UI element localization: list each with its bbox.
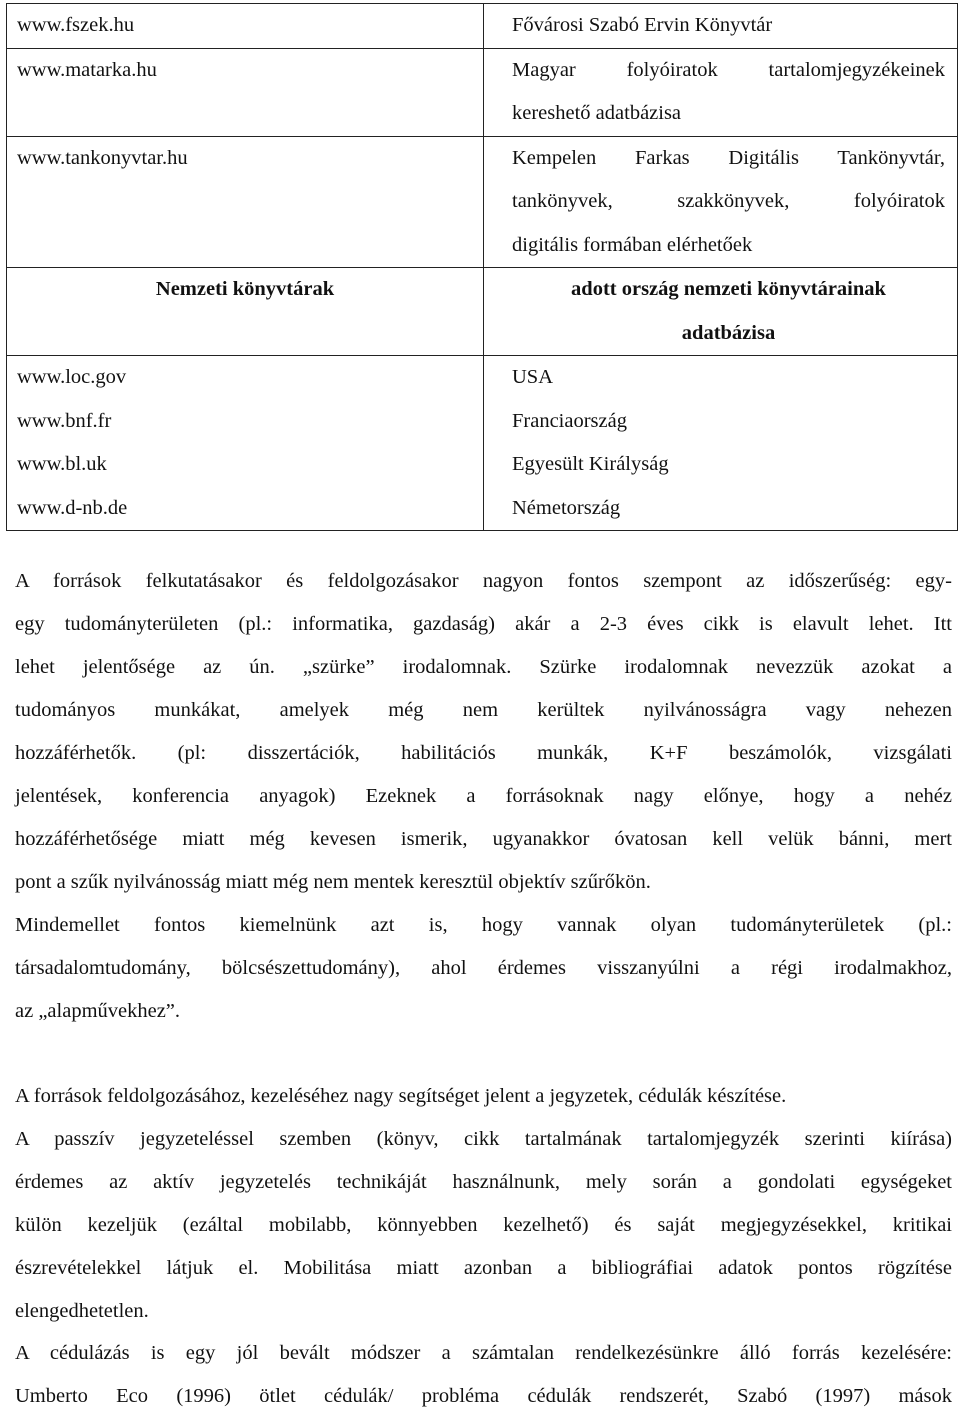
link-matarka[interactable]: www.matarka.hu — [7, 48, 484, 136]
library-links-table — [6, 3, 958, 531]
paragraph-active-notes: A passzív jegyzeteléssel szemben (könyv, cikk tartalmának tartalomjegyzék szerinti kiírása) érdemes az aktív jegyzetelés technikáját használnunk, mely során a gondolati egységeket külön kezeljük (ezáltal mobilabb, könnyebben kezelhető) és saját megjegyzésekkel, kritikai észrevételekkel látjuk el. Mobilitása miatt azonban a bibliográfiai adatok pontos rögzítése elengedhetetlen. — [15, 1128, 952, 1322]
section-heading-description: adott ország nemzeti könyvtárainak adatbázisa — [484, 268, 958, 356]
section-heading-national-libraries: Nemzeti könyvtárak — [7, 268, 484, 356]
paragraph-card-system: A cédulázás is egy jól bevált módszer a számtalan rendelkezésünkre álló forrás kezelésére: Umberto Eco (1996) ötlet cédulák/ probléma cédulák rendszerét, Szabó (1997) mások — [15, 1342, 952, 1407]
library-description: Magyar folyóiratok tartalomjegyzékeinek kereshető adatbázisa — [484, 48, 958, 136]
table-row — [7, 136, 958, 268]
table-row — [7, 268, 958, 356]
library-description: Fővárosi Szabó Ervin Könyvtár — [484, 4, 958, 49]
paragraph-classic-works: Mindemellet fontos kiemelnünk azt is, hogy vannak olyan tudományterületek (pl.: társadalomtudomány, bölcsészettudomány), ahol érdemes visszanyúlni a régi irodalmakhoz, az „alapművekhez”. — [15, 914, 952, 1022]
link-tankonyvtar[interactable]: www.tankonyvtar.hu — [7, 136, 484, 268]
library-description: Kempelen Farkas Digitális Tankönyvtár, tankönyvek, szakkönyvek, folyóiratok digitális formában elérhetőek — [484, 136, 958, 268]
table-row — [7, 4, 958, 49]
paragraph-notes: A források feldolgozásához, kezeléséhez nagy segítséget jelent a jegyzetek, cédulák készítése. — [15, 1085, 787, 1107]
country-list: USA Franciaország Egyesült Királyság Németország — [484, 356, 958, 531]
link-loc[interactable]: www.loc.gov www.bnf.fr www.bl.uk www.d-nb.de — [7, 356, 484, 531]
paragraph-grey-literature: A források felkutatásakor és feldolgozásakor nagyon fontos szempont az időszerűség: egy- egy tudományterületen (pl.: informatika, gazdaság) akár a 2-3 éves cikk is elavult lehet. Itt lehet jelentősége az ún. „szürke” irodalomnak. Szürke irodalomnak nevezzük azokat a tudományos munkákat, amelyek még nem kerültek nyilvánosságra vagy nehezen hozzáférhetők. (pl: disszertációk, habilitációs munkák, K+F beszámolók, vizsgálati jelentések, konferencia anyagok) Ezeknek a forrásoknak nagy előnye, hogy a nehéz hozzáférhetősége miatt még kevesen ismerik, ugyanakkor óvatosan kell velük bánni, mert pont a szűk nyilvánosság miatt még nem mentek keresztül objektív szűrőkön. — [15, 570, 952, 893]
table-row — [7, 48, 958, 136]
link-fszek[interactable]: www.fszek.hu — [7, 4, 484, 49]
table-row — [7, 356, 958, 531]
